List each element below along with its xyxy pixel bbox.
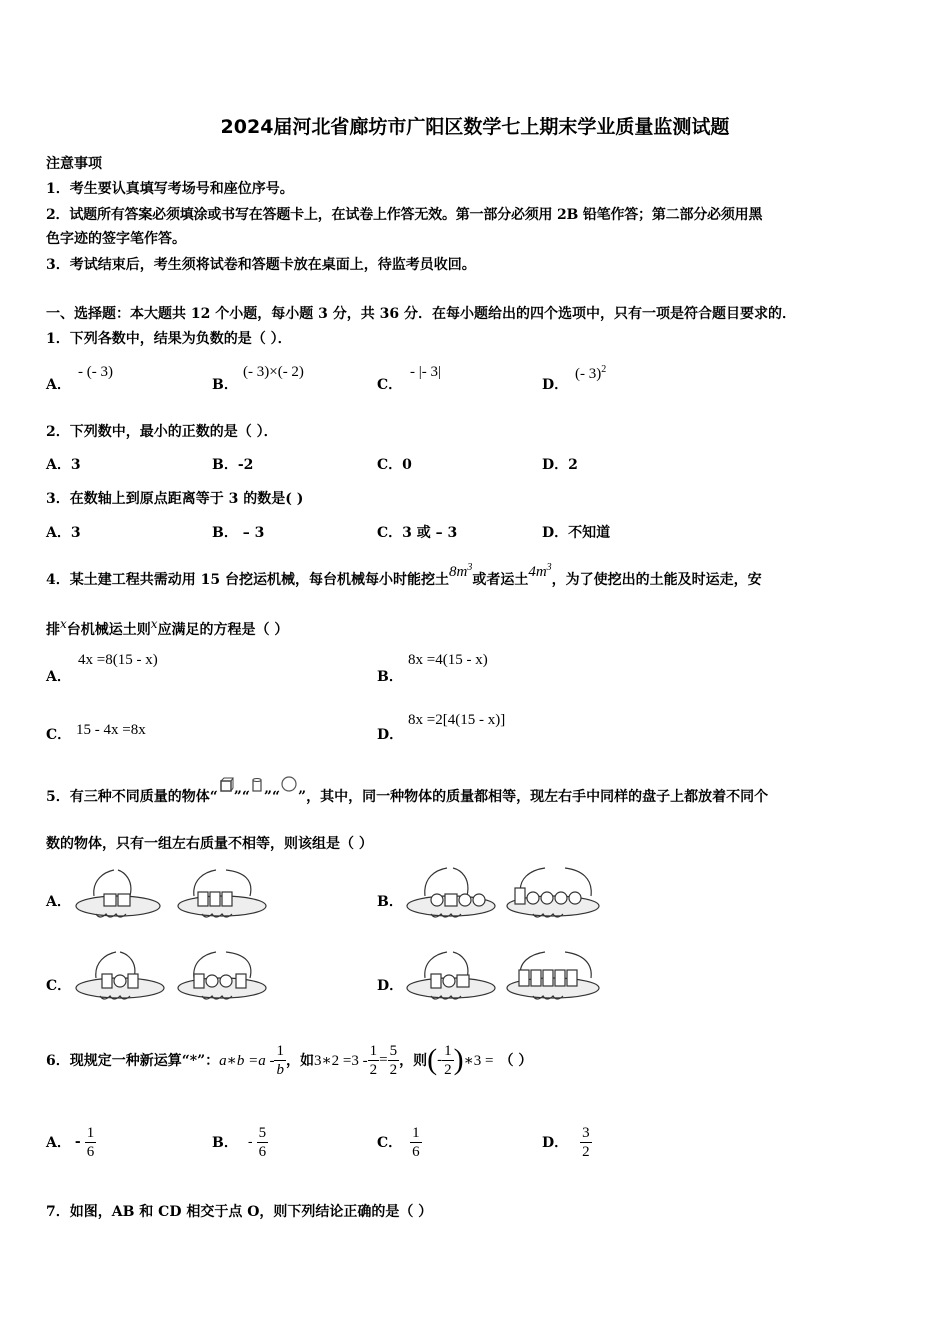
- option: D． $\frac{3}{2}$: [542, 1124, 590, 1160]
- option-math: (- 3)$^2$: [575, 364, 607, 382]
- option: D．2: [542, 457, 578, 473]
- option-label: C．: [46, 978, 72, 994]
- option: C． $\frac{1}{6}$: [377, 1124, 420, 1160]
- option-math: 15 - 4x =8x: [76, 722, 146, 738]
- question-4-stem: 4．某土建工程共需动用 15 台挖运机械，每台机械每小时能挖土$8m^3$或者运土$4m^3$，为了使挖出的土能及时运走，安: [46, 562, 762, 588]
- question-4-stem-line2: 排x台机械运土则x应满足的方程是（ ）: [46, 617, 289, 638]
- option: C．0: [377, 457, 412, 473]
- option-label: A．: [46, 377, 71, 393]
- option-label: C．: [377, 377, 403, 393]
- question-1-stem: 1．下列各数中，结果为负数的是（ ）．: [46, 331, 292, 347]
- option-math: - |- 3|: [410, 364, 441, 380]
- option: A．3: [46, 457, 81, 473]
- option-label: C．: [46, 727, 72, 743]
- option: A．3: [46, 525, 81, 541]
- option: B．-2: [212, 457, 254, 473]
- option-math: 4x =8(15 - x): [78, 652, 158, 668]
- option-label: A．: [46, 669, 71, 685]
- option-label: A．: [46, 894, 71, 910]
- option-math: 8x =4(15 - x): [408, 652, 488, 668]
- cube-icon: [218, 777, 234, 793]
- question-5-stem-line2: 数的物体，只有一组左右质量不相等，则该组是（ ）: [46, 836, 373, 852]
- option-label: D．: [377, 727, 404, 743]
- option-label: B．: [377, 894, 403, 910]
- option: C．3 或 – 3: [377, 525, 458, 541]
- option: A． - $\frac{1}{6}$: [46, 1124, 95, 1160]
- question-3-stem: 3．在数轴上到原点距离等于 3 的数是( ): [46, 491, 304, 507]
- option: D．不知道: [542, 525, 611, 541]
- notice-heading: 注意事项: [46, 156, 102, 172]
- option-d-image: [405, 948, 605, 1010]
- notice-item: 1．考生要认真填写考场号和座位序号。: [46, 181, 294, 197]
- option-label: D．: [542, 377, 569, 393]
- option-label: B．: [212, 377, 238, 393]
- notice-item: 色字迹的签字笔作答。: [46, 231, 186, 247]
- question-6-stem: 6．现规定一种新运算“*”： a∗b =a - $\frac{1}{b}$ ，如 3∗2 =3 - $\frac{1}{2}$ = $\frac{5}{2}$ ，则 ( - $\frac{1}{2}$ ) ∗3 = （ ）: [46, 1042, 533, 1078]
- option-label: D．: [377, 978, 404, 994]
- question-2-stem: 2．下列数中，最小的正数的是（ ）．: [46, 424, 278, 440]
- option-math: - (- 3): [78, 364, 113, 380]
- option-a-image: [74, 866, 274, 928]
- option: B． – 3: [212, 525, 265, 541]
- notice-item: 3．考试结束后，考生须将试卷和答题卡放在桌面上，待监考员收回。: [46, 257, 476, 273]
- sphere-icon: [280, 775, 298, 793]
- option-b-image: [405, 864, 605, 928]
- option-math: 8x =2[4(15 - x)]: [408, 712, 506, 728]
- option-c-image: [74, 948, 274, 1010]
- cylinder-icon: [250, 777, 264, 793]
- question-5-stem: 5．有三种不同质量的物体“ ”“ ”“ ”，其中，同一种物体的质量都相等，现左右手中同样的盘子上都放着不同个: [46, 783, 768, 806]
- option: B． - $\frac{5}{6}$: [212, 1124, 267, 1160]
- question-7-stem: 7．如图，AB 和 CD 相交于点 O，则下列结论正确的是（ ）: [46, 1204, 433, 1220]
- page-title: 2024届河北省廊坊市广阳区数学七上期末学业质量监测试题: [220, 116, 730, 138]
- option-math: (- 3)×(- 2): [243, 364, 304, 380]
- notice-item: 2．试题所有答案必须填涂或书写在答题卡上，在试卷上作答无效。第一部分必须用 2B 铅笔作答；第二部分必须用黑: [46, 207, 763, 223]
- option-label: B．: [377, 669, 403, 685]
- section-heading: 一、选择题：本大题共 12 个小题，每小题 3 分，共 36 分．在每小题给出的四个选项中，只有一项是符合题目要求的．: [46, 306, 796, 322]
